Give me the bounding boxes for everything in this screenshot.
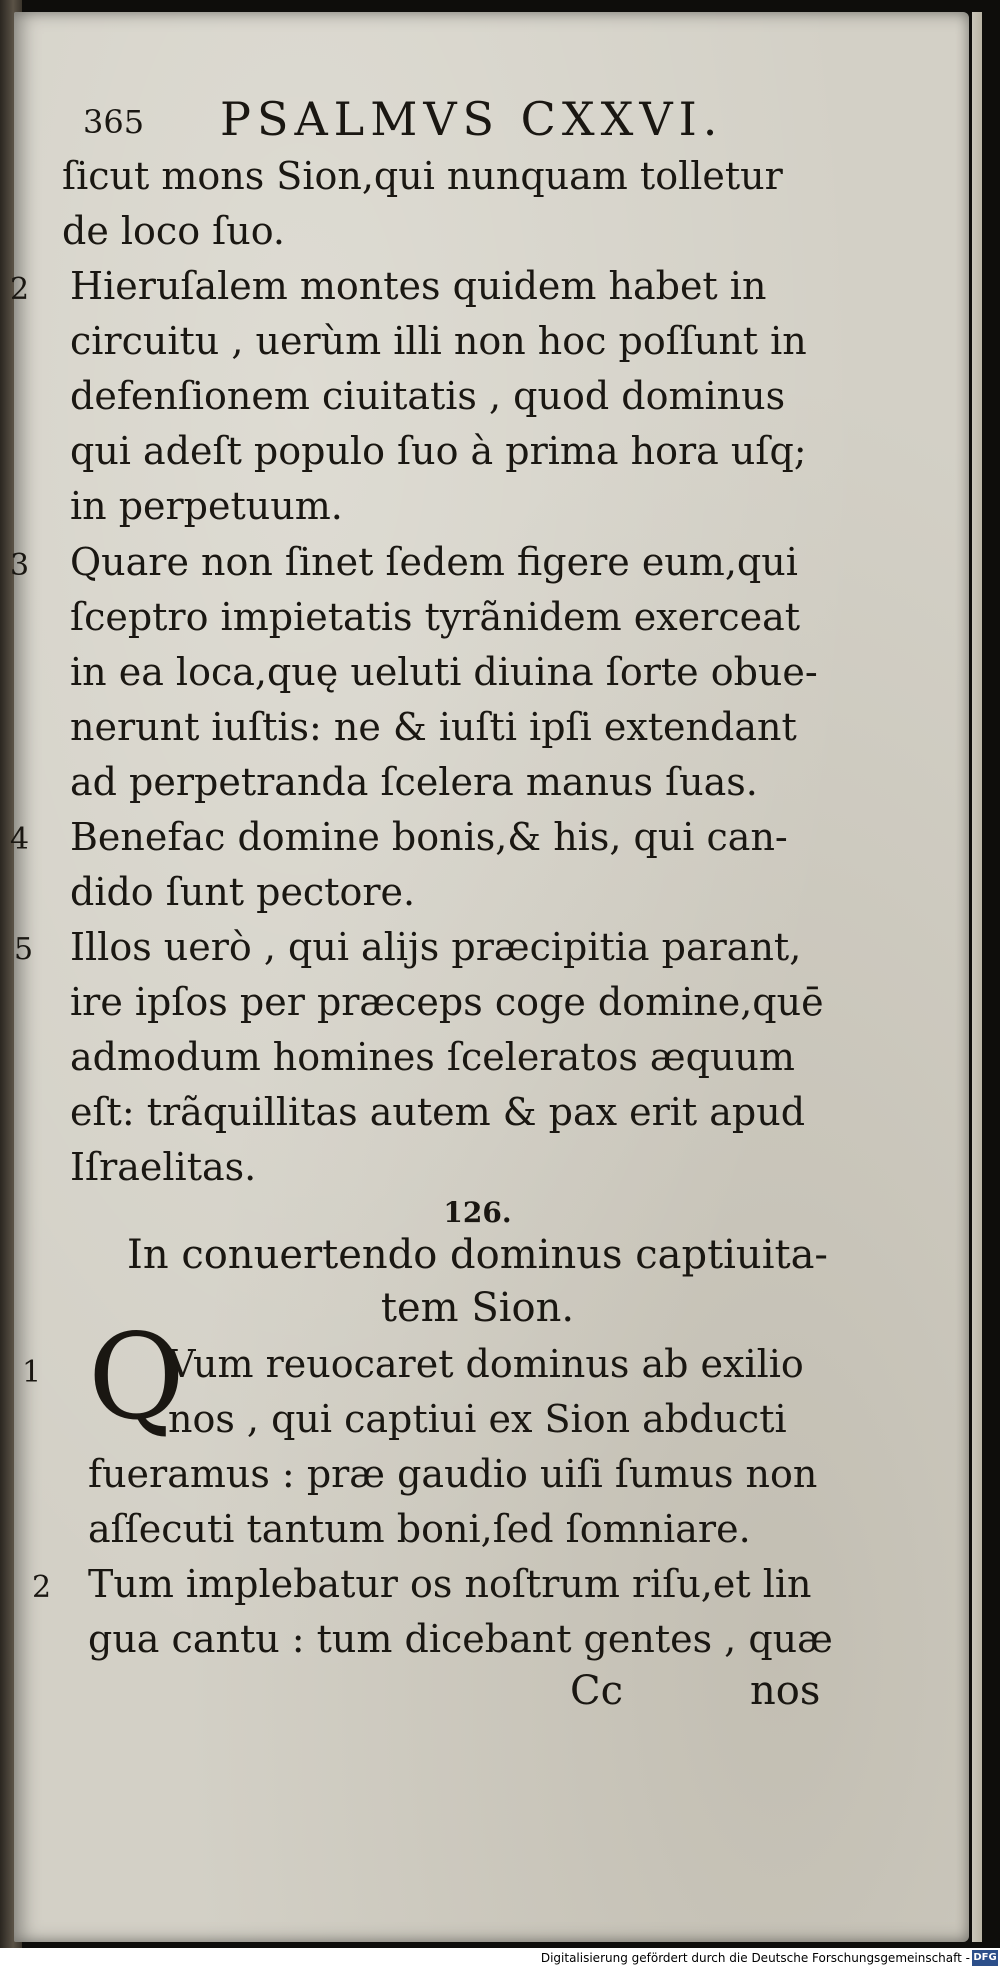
folio-number: 365 [83, 103, 145, 141]
text-line: Vum reuocaret dominus ab exilio [168, 1342, 804, 1386]
drop-cap: Q [88, 1308, 185, 1446]
text-line: in perpetuum. [70, 484, 343, 528]
text-line: Benefac domine bonis,& his, qui can- [70, 815, 788, 859]
text-line: Illos uerò , qui alijs præcipitia parant, [70, 925, 802, 969]
text-line: fueramus : præ gaudio uiſi ſumus non [88, 1452, 818, 1496]
incipit-line: tem Sion. [380, 1285, 575, 1331]
text-line: qui adeſt populo ſuo à prima hora uſq; [70, 429, 807, 473]
catchword: nos [750, 1668, 821, 1714]
verse-number: 4 [10, 822, 30, 857]
text-line: de loco ſuo. [62, 209, 285, 253]
text-line: in ea loca,quę ueluti diuina ſorte obue- [70, 650, 818, 694]
text-line: ſicut mons Sion,qui nunquam tolletur [62, 154, 783, 198]
text-line: Iſraelitas. [70, 1145, 257, 1189]
text-line: dido ſunt pectore. [70, 870, 416, 914]
text-line: Tum implebatur os noſtrum riſu,et lin [88, 1562, 812, 1606]
text-line: eſt: trãquillitas autem & pax erit apud [70, 1090, 806, 1134]
text-line: Quare non ſinet ſedem figere eum,qui [70, 540, 798, 584]
text-line: ire ipſos per præceps coge domine,quē [70, 980, 824, 1024]
text-line: Hieruſalem montes quidem habet in [70, 264, 767, 308]
verse-number: 2 [10, 272, 30, 307]
text-line: circuitu , uerùm illi non hoc poſſunt in [70, 319, 807, 363]
incipit-line: In conuertendo dominus captiuita- [127, 1232, 828, 1278]
text-line: ad perpetranda ſcelera manus ſuas. [70, 760, 758, 804]
psalm-number: 126. [443, 1196, 512, 1229]
verse-number: 5 [14, 932, 34, 967]
text-line: nerunt iuſtis: ne & iuſti ipſi extendant [70, 705, 797, 749]
page-edge [972, 12, 982, 1942]
text-line: gua cantu : tum dicebant gentes , quæ [88, 1617, 833, 1661]
dfg-logo: DFG [972, 1950, 998, 1966]
running-head-title: PSALMVS CXXVI. [220, 92, 724, 146]
text-line: admodum homines ſceleratos æquum [70, 1035, 795, 1079]
text-line: defenſionem ciuitatis , quod dominus [70, 374, 786, 418]
text-line: ſceptro impietatis tyrãnidem exerceat [70, 595, 801, 639]
signature-mark: Cc [570, 1668, 624, 1714]
digitization-credit: Digitalisierung gefördert durch die Deutsche Forschungsgemeinschaft - [540, 1951, 970, 1965]
text-line: aſſecuti tantum boni,ſed ſomniare. [88, 1507, 751, 1551]
text-line: nos , qui captiui ex Sion abducti [168, 1397, 787, 1441]
verse-number: 3 [10, 548, 30, 583]
verse-number: 1 [22, 1355, 42, 1390]
verse-number: 2 [32, 1570, 52, 1605]
